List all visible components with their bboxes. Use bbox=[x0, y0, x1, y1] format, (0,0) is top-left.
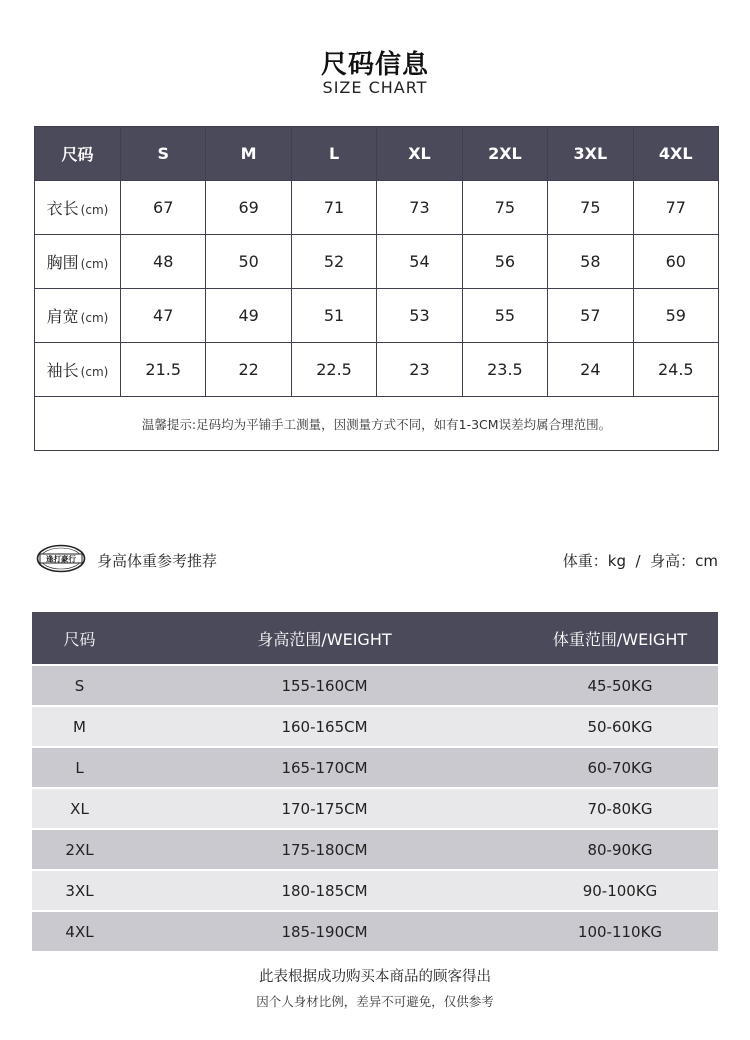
measurement-label bbox=[35, 235, 121, 289]
measurement-cell: 52 bbox=[291, 235, 376, 289]
size-header-3xl: 3XL bbox=[548, 127, 633, 181]
size-header-s: S bbox=[121, 127, 206, 181]
measurement-cell: 22 bbox=[206, 343, 291, 397]
reference-header-weight: 体重范围/WEIGHT bbox=[522, 612, 718, 664]
measurement-cell: 50 bbox=[206, 235, 291, 289]
reference-weight-cell: 90-100KG bbox=[522, 871, 718, 910]
reference-height-cell: 175-180CM bbox=[127, 830, 522, 869]
table-row bbox=[32, 707, 718, 746]
measurement-label bbox=[35, 289, 121, 343]
measurement-note: 温馨提示:足码均为平铺手工测量，因测量方式不同，如有1-3CM误差均属合理范围。 bbox=[35, 397, 719, 451]
measurement-cell: 49 bbox=[206, 289, 291, 343]
table-row bbox=[32, 666, 718, 705]
measurement-cell: 51 bbox=[291, 289, 376, 343]
reference-size-cell: XL bbox=[32, 789, 127, 828]
measurement-name: 衣长 bbox=[46, 199, 79, 218]
reference-weight-cell: 45-50KG bbox=[522, 666, 718, 705]
table-row bbox=[32, 871, 718, 910]
measurement-cell: 47 bbox=[121, 289, 206, 343]
measurement-name: 肩宽 bbox=[46, 307, 79, 326]
measurement-label bbox=[35, 343, 121, 397]
measurement-unit: (cm) bbox=[80, 257, 109, 271]
measurement-cell: 55 bbox=[462, 289, 547, 343]
measurement-cell: 54 bbox=[377, 235, 462, 289]
measurement-cell: 77 bbox=[633, 181, 718, 235]
measurement-cell: 58 bbox=[548, 235, 633, 289]
measurement-cell: 67 bbox=[121, 181, 206, 235]
reference-title: 身高体重参考推荐 bbox=[97, 552, 218, 570]
measurement-row-chest bbox=[35, 235, 719, 289]
reference-weight-cell: 50-60KG bbox=[522, 707, 718, 746]
reference-size-cell: 2XL bbox=[32, 830, 127, 869]
measurement-cell: 71 bbox=[291, 181, 376, 235]
measurement-cell: 23 bbox=[377, 343, 462, 397]
footer-disclaimer: 因个人身材比例，差异不可避免，仅供参考 bbox=[256, 994, 494, 1009]
reference-header-row bbox=[32, 612, 718, 664]
page-title: 尺码信息 bbox=[320, 50, 429, 80]
size-chart-table bbox=[34, 126, 719, 451]
reference-height-cell: 155-160CM bbox=[127, 666, 522, 705]
measurement-name: 胸围 bbox=[46, 253, 79, 272]
footer-source-note: 此表根据成功购买本商品的顾客得出 bbox=[259, 969, 491, 985]
measurement-cell: 57 bbox=[548, 289, 633, 343]
measurement-unit: (cm) bbox=[80, 365, 109, 379]
measurement-cell: 22.5 bbox=[291, 343, 376, 397]
brand-logo bbox=[36, 544, 86, 573]
measurement-unit: (cm) bbox=[80, 203, 109, 217]
reference-units: 体重：kg / 身高：cm bbox=[562, 552, 718, 570]
brand-logo-icon bbox=[36, 544, 86, 573]
measurement-cell: 69 bbox=[206, 181, 291, 235]
table-row bbox=[32, 789, 718, 828]
measurement-cell: 48 bbox=[121, 235, 206, 289]
reference-header-height: 身高范围/WEIGHT bbox=[127, 612, 522, 664]
logo-text: 逢打豪行 bbox=[46, 554, 76, 564]
measurement-name: 袖长 bbox=[46, 361, 79, 380]
size-chart-corner-label: 尺码 bbox=[35, 127, 121, 181]
reference-header-size: 尺码 bbox=[32, 612, 127, 664]
measurement-cell: 24.5 bbox=[633, 343, 718, 397]
measurement-row-shoulder bbox=[35, 289, 719, 343]
measurement-cell: 24 bbox=[548, 343, 633, 397]
table-row bbox=[32, 748, 718, 787]
size-header-xl: XL bbox=[377, 127, 462, 181]
size-chart-note-row bbox=[35, 397, 719, 451]
measurement-label bbox=[35, 181, 121, 235]
reference-height-cell: 170-175CM bbox=[127, 789, 522, 828]
reference-height-cell: 160-165CM bbox=[127, 707, 522, 746]
reference-weight-cell: 80-90KG bbox=[522, 830, 718, 869]
reference-weight-cell: 70-80KG bbox=[522, 789, 718, 828]
measurement-cell: 75 bbox=[462, 181, 547, 235]
reference-size-cell: L bbox=[32, 748, 127, 787]
table-row bbox=[32, 830, 718, 869]
measurement-unit: (cm) bbox=[80, 311, 109, 325]
reference-size-cell: 4XL bbox=[32, 912, 127, 951]
measurement-cell: 59 bbox=[633, 289, 718, 343]
size-header-l: L bbox=[291, 127, 376, 181]
reference-height-cell: 185-190CM bbox=[127, 912, 522, 951]
measurement-cell: 73 bbox=[377, 181, 462, 235]
measurement-cell: 23.5 bbox=[462, 343, 547, 397]
page-subtitle: SIZE CHART bbox=[322, 78, 428, 97]
measurement-cell: 75 bbox=[548, 181, 633, 235]
measurement-cell: 53 bbox=[377, 289, 462, 343]
size-header-m: M bbox=[206, 127, 291, 181]
size-header-4xl: 4XL bbox=[633, 127, 718, 181]
reference-weight-cell: 100-110KG bbox=[522, 912, 718, 951]
measurement-cell: 56 bbox=[462, 235, 547, 289]
reference-height-cell: 180-185CM bbox=[127, 871, 522, 910]
reference-height-cell: 165-170CM bbox=[127, 748, 522, 787]
table-row bbox=[32, 912, 718, 951]
measurement-cell: 60 bbox=[633, 235, 718, 289]
measurement-row-length bbox=[35, 181, 719, 235]
reference-weight-cell: 60-70KG bbox=[522, 748, 718, 787]
reference-size-cell: S bbox=[32, 666, 127, 705]
reference-size-cell: 3XL bbox=[32, 871, 127, 910]
measurement-row-sleeve bbox=[35, 343, 719, 397]
height-weight-table bbox=[32, 610, 718, 953]
size-header-2xl: 2XL bbox=[462, 127, 547, 181]
reference-size-cell: M bbox=[32, 707, 127, 746]
size-chart-header-row bbox=[35, 127, 719, 181]
measurement-cell: 21.5 bbox=[121, 343, 206, 397]
